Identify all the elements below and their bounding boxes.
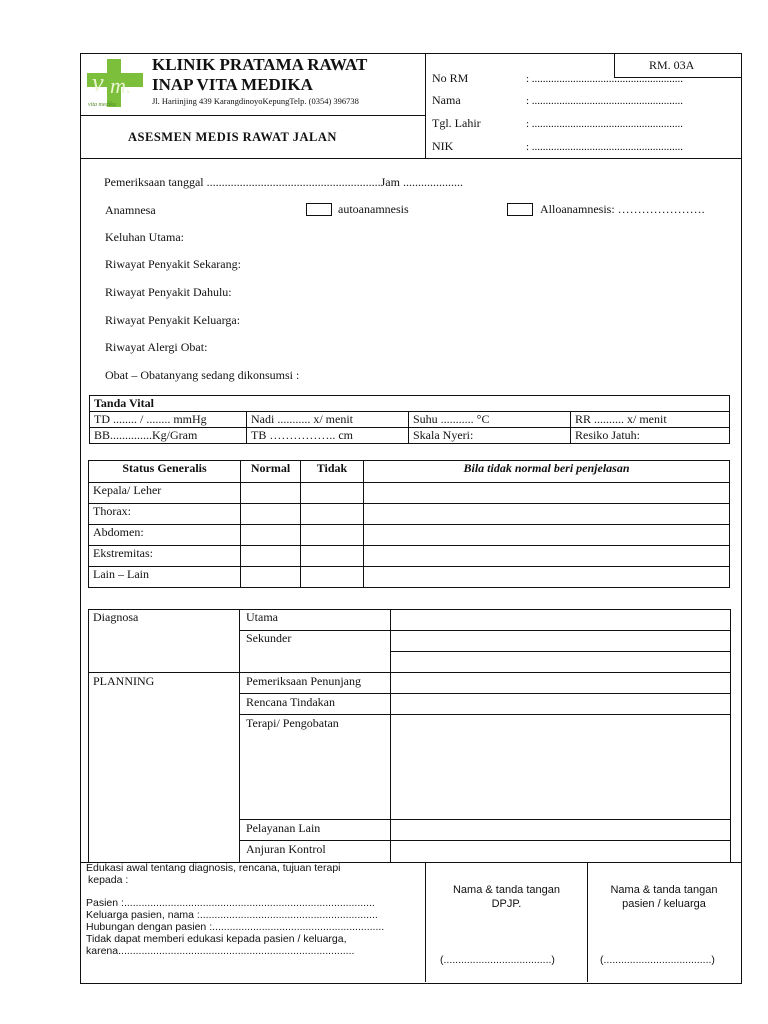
status-row-label: Ekstremitas: — [89, 546, 241, 567]
status-row-label: Lain – Lain — [89, 567, 241, 588]
clinic-address: Jl. Hariinjing 439 KarangdinoyoKepungTelp. (0354) 396738 — [152, 96, 359, 106]
status-normal-cell[interactable] — [241, 525, 301, 546]
diagnosa-label: Diagnosa — [93, 610, 139, 624]
status-tidak-cell[interactable] — [301, 546, 364, 567]
autoanamnesis-label: autoanamnesis — [338, 202, 409, 216]
diagnosa-utama-label: Utama — [246, 610, 278, 624]
status-penjelasan-cell[interactable] — [364, 546, 730, 567]
keluhan-utama-label: Keluhan Utama: — [105, 230, 184, 244]
status-header-normal: Normal — [241, 461, 301, 483]
vital-nadi[interactable]: Nadi ........... x/ menit — [247, 412, 409, 428]
status-normal-cell[interactable] — [241, 546, 301, 567]
rencana-tindakan-label: Rencana Tindakan — [246, 695, 335, 709]
autoanamnesis-checkbox[interactable] — [306, 203, 332, 216]
status-tidak-cell[interactable] — [301, 567, 364, 588]
vitals-title: Tanda Vital — [90, 396, 730, 412]
anamnesa-label: Anamnesa — [105, 203, 156, 217]
status-tidak-cell[interactable] — [301, 525, 364, 546]
table-row — [89, 567, 730, 588]
svg-text:v: v — [92, 68, 104, 97]
status-normal-cell[interactable] — [241, 567, 301, 588]
pasien-signature-block — [588, 883, 740, 911]
status-header-tidak: Tidak — [301, 461, 364, 483]
status-row-label: Kepala/ Leher — [89, 483, 241, 504]
table-row — [89, 483, 730, 504]
pelayanan-input[interactable] — [391, 820, 729, 840]
footer-divider-2 — [587, 862, 588, 982]
vital-tb[interactable]: TB …………….. cm — [247, 428, 409, 444]
field-label-nik: NIK — [432, 139, 454, 153]
riwayat-alergi-label: Riwayat Alergi Obat: — [105, 340, 208, 354]
status-normal-cell[interactable] — [241, 483, 301, 504]
footer-divider-1 — [425, 862, 426, 982]
riwayat-dahulu-label: Riwayat Penyakit Dahulu: — [105, 285, 232, 299]
status-header-penjelasan: Bila tidak normal beri penjelasan — [364, 461, 730, 483]
diagnosa-sekunder-label: Sekunder — [246, 631, 292, 645]
diagnosa-utama-input[interactable] — [391, 610, 729, 630]
alloanamnesis-label[interactable]: Alloanamnesis: …………………. — [540, 202, 705, 216]
clinic-name-line2: INAP VITA MEDIKA — [152, 75, 313, 94]
clinic-name-line1: KLINIK PRATAMA RAWAT — [152, 55, 368, 74]
vital-suhu[interactable]: Suhu ........... °C — [409, 412, 571, 428]
table-row — [89, 504, 730, 525]
svg-text:m.: m. — [110, 73, 132, 98]
anjuran-kontrol-label: Anjuran Kontrol — [246, 842, 326, 856]
form-title: ASESMEN MEDIS RAWAT JALAN — [128, 130, 337, 144]
vitals-table — [89, 395, 730, 444]
exam-date-line[interactable]: Pemeriksaan tanggal ..........................................................Jam .................... — [104, 175, 463, 189]
dpjp-label-1: Nama & tanda tangan — [452, 884, 561, 896]
field-value-no-rm[interactable]: : ....................................................... — [526, 73, 684, 85]
status-tidak-cell[interactable] — [301, 483, 364, 504]
vital-td[interactable]: TD ........ / ........ mmHg — [90, 412, 247, 428]
logo-text: vita medika — [88, 102, 116, 108]
edukasi-hubungan[interactable]: Hubungan dengan pasien :........................................................... — [86, 921, 385, 933]
status-generalis-table — [88, 460, 730, 588]
vital-bb[interactable]: BB..............Kg/Gram — [90, 428, 247, 444]
status-normal-cell[interactable] — [241, 504, 301, 525]
diagnosa-sekunder-input[interactable] — [391, 631, 729, 671]
edukasi-keluarga[interactable]: Keluarga pasien, nama :............................................................. — [86, 910, 378, 922]
pasien-signature-line[interactable]: (.....................................) — [600, 954, 715, 966]
alloanamnesis-checkbox[interactable] — [507, 203, 533, 216]
edukasi-line: Tidak dapat memberi edukasi kepada pasien / keluarga, — [86, 932, 347, 945]
table-row — [89, 525, 730, 546]
field-label-no-rm: No RM — [432, 71, 469, 85]
penunjang-input[interactable] — [391, 673, 729, 693]
dpjp-signature-block — [426, 883, 587, 911]
dpjp-label-2: DPJP. — [491, 898, 522, 910]
pemeriksaan-penunjang-label: Pemeriksaan Penunjang — [246, 674, 361, 688]
dpjp-signature-line[interactable]: (.....................................) — [440, 954, 555, 966]
vital-skala-nyeri[interactable]: Skala Nyeri: — [409, 428, 571, 444]
edukasi-karena[interactable]: karena................................................................................. — [86, 945, 355, 957]
status-penjelasan-cell[interactable] — [364, 504, 730, 525]
edukasi-block — [86, 863, 422, 957]
status-penjelasan-cell[interactable] — [364, 567, 730, 588]
clinic-logo — [82, 57, 148, 113]
status-row-label: Abdomen: — [89, 525, 241, 546]
obat-dikonsumsi-label: Obat – Obatanyang sedang dikonsumsi : — [105, 368, 300, 382]
edukasi-line: Edukasi awal tentang diagnosis, rencana, tujuan terapi — [86, 862, 341, 874]
edukasi-line: kepada : — [88, 873, 129, 886]
status-header-generalis: Status Generalis — [89, 461, 241, 483]
vital-rr[interactable]: RR .......... x/ menit — [571, 412, 730, 428]
field-label-tgl-lahir: Tgl. Lahir — [432, 116, 481, 130]
field-value-nik[interactable]: : ....................................................... — [526, 141, 684, 153]
pasien-label-1: Nama & tanda tangan — [610, 884, 718, 896]
vital-resiko-jatuh[interactable]: Resiko Jatuh: — [571, 428, 730, 444]
header-divider-horizontal — [80, 115, 425, 116]
riwayat-sekarang-label: Riwayat Penyakit Sekarang: — [105, 257, 241, 271]
diag-col-divider-1 — [239, 609, 240, 862]
table-row — [89, 546, 730, 567]
field-value-nama[interactable]: : ....................................................... — [526, 95, 684, 107]
field-label-nama: Nama — [432, 93, 461, 107]
field-value-tgl-lahir[interactable]: : ....................................................... — [526, 118, 684, 130]
status-tidak-cell[interactable] — [301, 504, 364, 525]
planning-label: PLANNING — [93, 674, 155, 688]
terapi-pengobatan-label: Terapi/ Pengobatan — [246, 716, 339, 730]
terapi-input[interactable] — [391, 715, 729, 819]
pasien-label-2: pasien / keluarga — [622, 898, 706, 910]
rm-code: RM. 03A — [649, 58, 695, 72]
tindakan-input[interactable] — [391, 694, 729, 714]
status-penjelasan-cell[interactable] — [364, 483, 730, 504]
status-penjelasan-cell[interactable] — [364, 525, 730, 546]
pelayanan-lain-label: Pelayanan Lain — [246, 821, 321, 835]
kontrol-input[interactable] — [391, 841, 729, 861]
header-bottom — [80, 158, 741, 159]
status-row-label: Thorax: — [89, 504, 241, 525]
header-divider-vertical — [425, 53, 426, 158]
edukasi-pasien[interactable]: Pasien :...................................................................................... — [86, 898, 375, 910]
riwayat-keluarga-label: Riwayat Penyakit Keluarga: — [105, 313, 241, 327]
